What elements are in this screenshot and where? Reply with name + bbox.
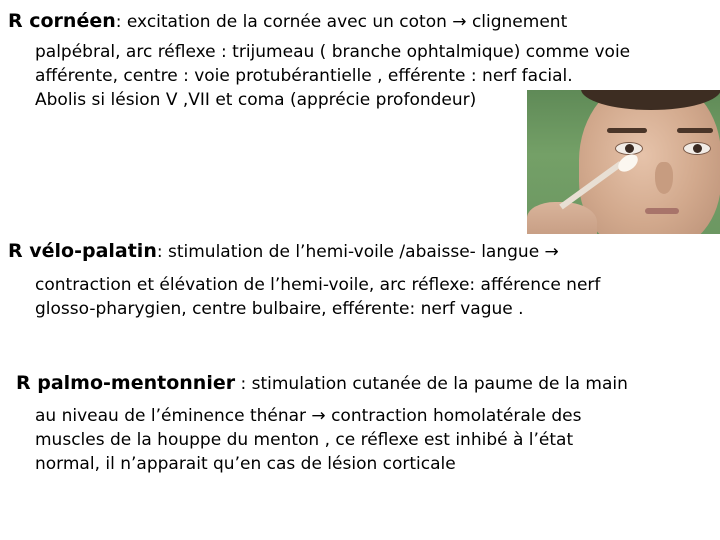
photo-nose [655,162,673,194]
photo-right-brow [677,128,713,133]
photo-left-brow [607,128,647,133]
velopalatine-reflex-line: glosso-pharygien, centre bulbaire, efférente: nerf vague . [35,299,524,319]
corneal-reflex-line: Abolis si lésion V ,VII et coma (apprécie profondeur) [35,90,477,110]
palmomental-reflex-line: normal, il n’apparait qu’en cas de lésion corticale [35,454,456,474]
velopalatine-reflex-line: contraction et élévation de l’hemi-voile, arc réflexe: afférence nerf [35,275,601,295]
corneal-reflex-desc: : excitation de la cornée avec un coton → clignement [115,12,568,32]
corneal-reflex-photo [527,90,720,234]
velopalatine-reflex-body [35,273,600,321]
palmomental-reflex-heading [16,372,628,394]
photo-left-eye [615,142,643,155]
corneal-reflex-line: afférente, centre : voie protubérantielle , efférente : nerf facial. [35,66,573,86]
palmomental-reflex-body [35,404,582,476]
palmomental-reflex-line: au niveau de l’éminence thénar → contraction homolatérale des [35,406,582,426]
corneal-reflex-heading [8,10,567,32]
photo-mouth [645,208,679,214]
corneal-reflex-title: R cornéen [8,10,116,32]
palmomental-reflex-line: muscles de la houppe du menton , ce réflexe est inhibé à l’état [35,430,574,450]
corneal-reflex-line: palpébral, arc réflexe : trijumeau ( branche ophtalmique) comme voie [35,42,631,62]
palmomental-reflex-title: R palmo-mentonnier [16,372,236,394]
palmomental-reflex-desc: : stimulation cutanée de la paume de la main [235,374,628,394]
velopalatine-reflex-desc: : stimulation de l’hemi-voile /abaisse- langue → [156,242,559,262]
photo-right-eye [683,142,711,155]
velopalatine-reflex-heading [8,240,559,262]
velopalatine-reflex-title: R vélo-palatin [8,240,157,262]
